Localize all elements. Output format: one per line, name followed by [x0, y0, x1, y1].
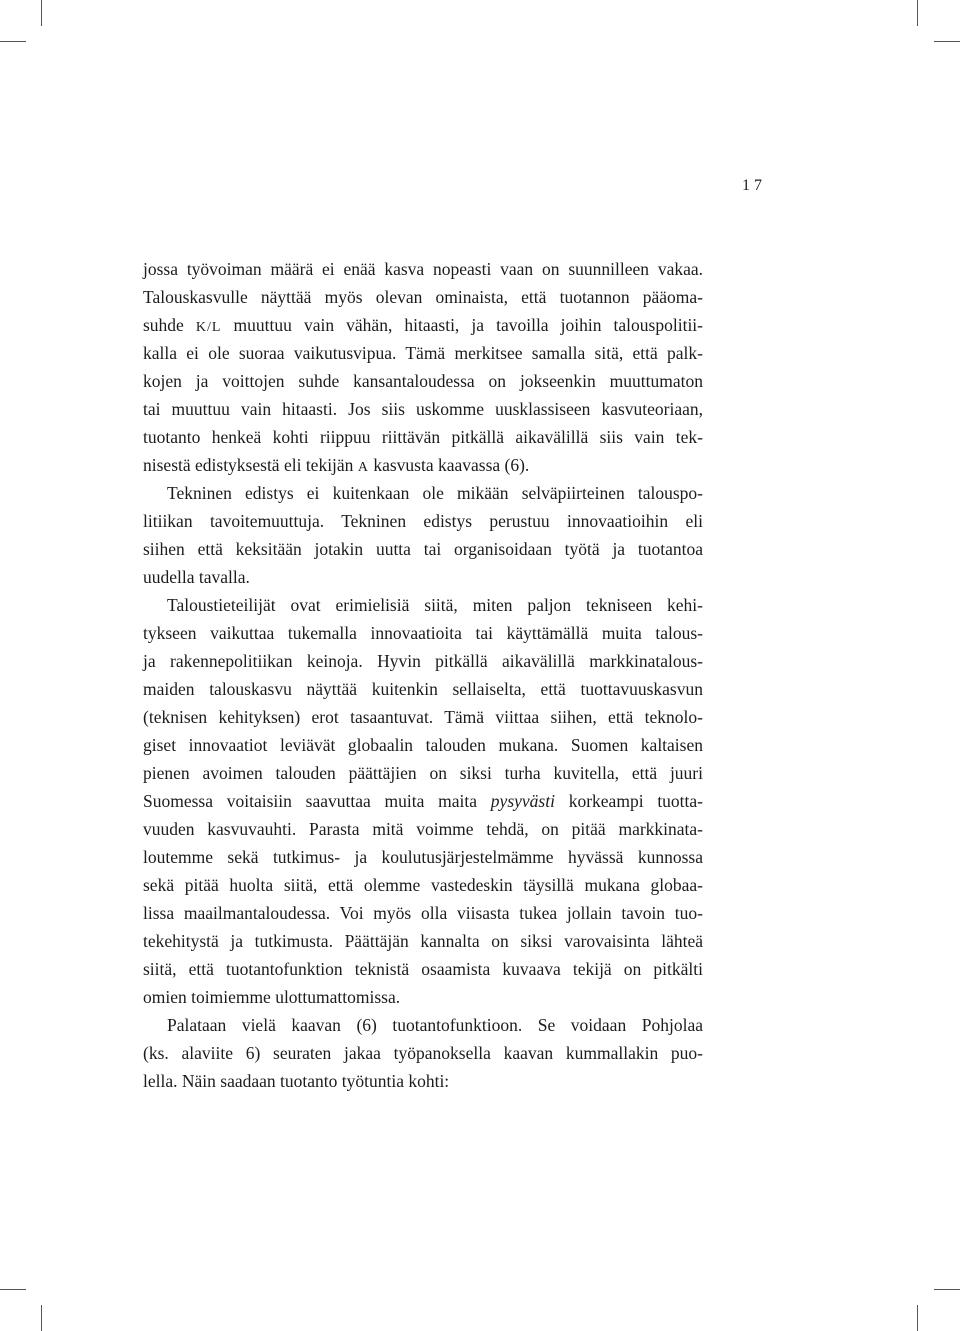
crop-mark-bottom-right-h [934, 1289, 960, 1290]
text-line: kojen ja voittojen suhde kansantaloudessa on jokseenkin muuttumaton [143, 371, 703, 391]
text-run: Suomessa voitaisiin saavuttaa muita maita [143, 791, 491, 811]
text-line: vuuden kasvuvauhti. Parasta mitä voimme tehdä, on pitää markkinata- [143, 819, 703, 839]
text-line: Taloustieteilijät ovat erimielisiä siitä, miten paljon tekniseen kehi- [167, 595, 703, 615]
text-line: (ks. alaviite 6) seuraten jakaa työpanoksella kaavan kummallakin puo- [143, 1043, 703, 1063]
text-line: kalla ei ole suoraa vaikutusvipua. Tämä merkitsee samalla sitä, että palk- [143, 343, 703, 363]
text-line [143, 787, 703, 815]
body-text [143, 255, 703, 1095]
page-number: 17 [742, 177, 766, 194]
crop-mark-bottom-left [41, 1305, 42, 1331]
text-line [143, 311, 703, 339]
crop-mark-top-left-h [0, 41, 26, 42]
text-run: suhde [143, 315, 196, 335]
crop-mark-top-right-h [934, 41, 960, 42]
text-line: (teknisen kehityksen) erot tasaantuvat. Tämä viittaa siihen, että teknolo- [143, 707, 703, 727]
text-line: siitä, että tuotantofunktion teknistä osaamista kuvaava tekijä on pitkälti [143, 959, 703, 979]
text-line: Palataan vielä kaavan (6) tuotantofunktioon. Se voidaan Pohjolaa [167, 1015, 703, 1035]
crop-mark-bottom-right [917, 1305, 918, 1331]
text-line: tai muuttuu vain hitaasti. Jos siis uskomme uusklassiseen kasvuteoriaan, [143, 399, 703, 419]
crop-mark-top-right [917, 0, 918, 26]
text-line: litiikan tavoitemuuttuja. Tekninen edistys perustuu innovaatioihin eli [143, 511, 703, 531]
text-line: omien toimiemme ulottumattomissa. [143, 987, 401, 1007]
text-line: jossa työvoiman määrä ei enää kasva nopeasti vaan on suunnilleen vakaa. [143, 259, 703, 279]
text-line: ja rakennepolitiikan keinoja. Hyvin pitkällä aikavälillä markkinatalous- [143, 651, 703, 671]
text-run: muuttuu vain vähän, hitaasti, ja tavoilla joihin talouspolitii- [221, 315, 703, 335]
text-line: Tekninen edistys ei kuitenkaan ole mikään selväpiirteinen talouspo- [167, 483, 703, 503]
text-line: loutemme sekä tutkimus- ja koulutusjärjestelmämme hyvässä kunnossa [143, 847, 703, 867]
text-run: kasvusta kaavassa (6). [368, 455, 530, 475]
paragraph-1 [143, 255, 703, 479]
text-line: uudella tavalla. [143, 567, 250, 587]
text-run: korkeampi tuotta- [554, 791, 703, 811]
paragraph-4 [143, 1011, 703, 1095]
text-line: giset innovaatiot leviävät globaalin talouden mukana. Suomen kaltaisen [143, 735, 703, 755]
text-run: nisestä edistyksestä eli tekijän [143, 455, 358, 475]
text-line: tuotanto henkeä kohti riippuu riittävän pitkällä aikavälillä siis vain tek- [143, 427, 703, 447]
text-line: sekä pitää huolta siitä, että olemme vastedeskin täysillä mukana globaa- [143, 875, 703, 895]
variable-a: A [357, 460, 369, 475]
crop-mark-top-left [41, 0, 42, 26]
text-line: tekehitystä ja tutkimusta. Päättäjän kannalta on siksi varovaisinta lähteä [143, 931, 703, 951]
text-line [143, 451, 703, 479]
paragraph-2 [143, 479, 703, 591]
text-line: siihen että keksitään jotakin uutta tai organisoidaan työtä ja tuotantoa [143, 539, 703, 559]
text-line: lella. Näin saadaan tuotanto työtuntia kohti: [143, 1071, 450, 1091]
emphasis: pysyvästi [490, 791, 555, 811]
text-line: Talouskasvulle näyttää myös olevan ominaista, että tuotannon pääoma- [143, 287, 703, 307]
text-line: pienen avoimen talouden päättäjien on siksi turha kuvitella, että juuri [143, 763, 703, 783]
crop-mark-bottom-left-h [0, 1289, 26, 1290]
text-line: tykseen vaikuttaa tukemalla innovaatioita tai käyttämällä muita talous- [143, 623, 703, 643]
text-line: maiden talouskasvu näyttää kuitenkin sellaiselta, että tuottavuuskasvun [143, 679, 703, 699]
text-line: lissa maailmantaloudessa. Voi myös olla viisasta tukea jollain tavoin tuo- [143, 903, 703, 923]
variable-kl: K/L [195, 320, 222, 335]
paragraph-3 [143, 591, 703, 1011]
